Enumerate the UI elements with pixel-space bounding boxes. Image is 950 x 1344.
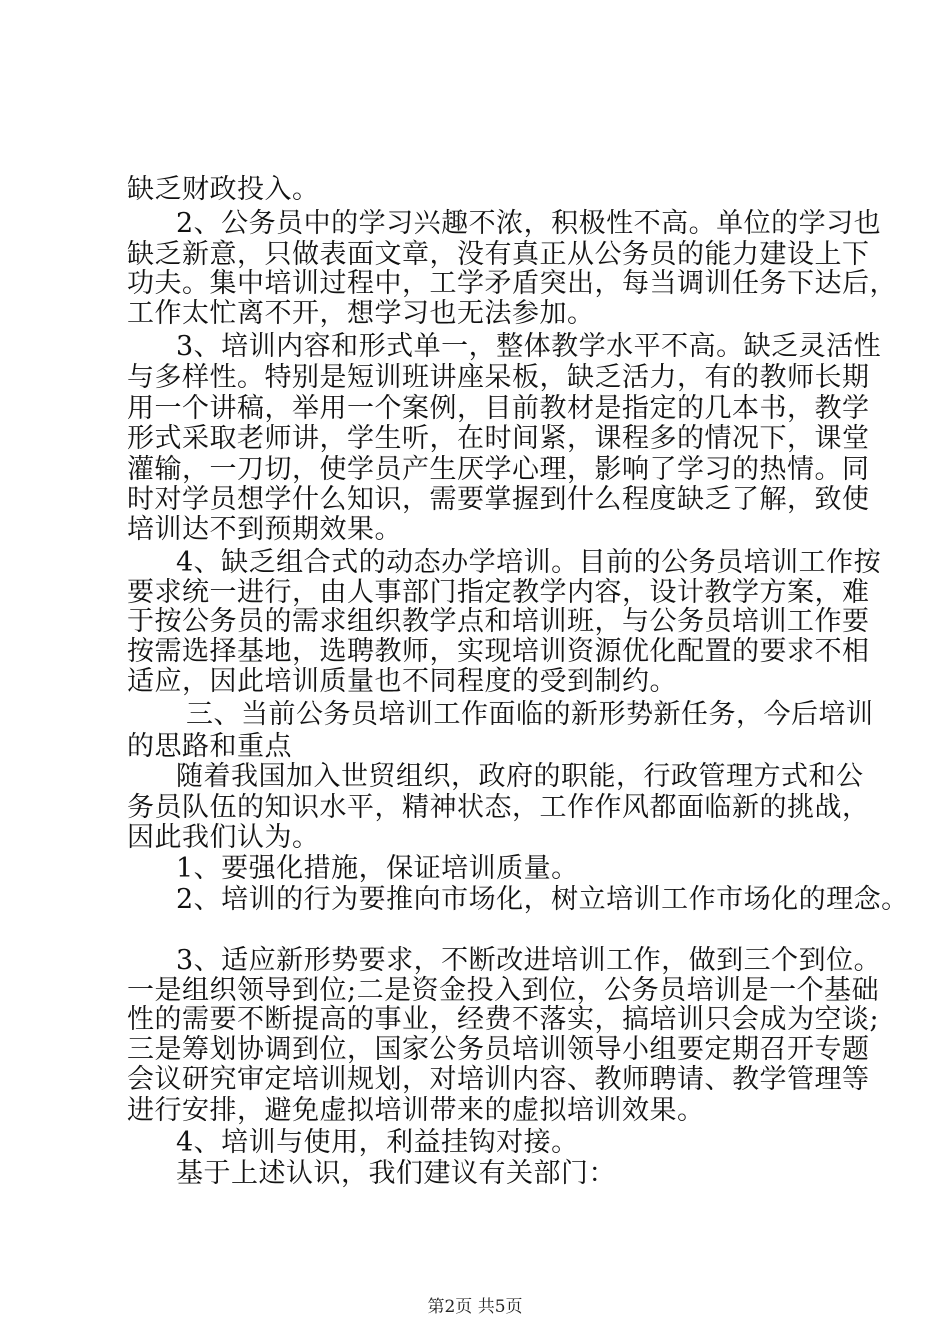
text-line: 因此我们认为。: [127, 822, 320, 853]
text-line: 与多样性。特别是短训班讲座呆板，缺乏活力，有的教师长期: [127, 362, 870, 393]
text-line: 会议研究审定培训规划，对培训内容、教师聘请、教学管理等: [127, 1064, 870, 1095]
text-line: 灌输，一刀切，使学员产生厌学心理，影响了学习的热情。同: [127, 454, 870, 485]
text-line: 三是筹划协调到位，国家公务员培训领导小组要定期召开专题: [127, 1034, 870, 1065]
text-line: 1、要强化措施，保证培训质量。: [176, 853, 579, 884]
page-footer: 第2页 共5页: [427, 1297, 523, 1317]
text-line: 于按公务员的需求组织教学点和培训班，与公务员培训工作要: [127, 606, 870, 637]
text-line: 用一个讲稿，举用一个案例，目前教材是指定的几本书，教学: [127, 393, 870, 424]
text-line: 3、培训内容和形式单一，整体教学水平不高。缺乏灵活性: [176, 331, 882, 362]
section-heading-continuation: 的思路和重点: [127, 731, 292, 762]
text-line: 随着我国加入世贸组织，政府的职能，行政管理方式和公: [176, 761, 864, 792]
text-line: 缺乏财政投入。: [127, 174, 320, 205]
text-line: 培训达不到预期效果。: [127, 514, 402, 545]
text-line: 2、培训的行为要推向市场化，树立培训工作市场化的理念。: [176, 884, 909, 915]
text-line: 要求统一进行，由人事部门指定教学内容，设计教学方案，难: [127, 577, 870, 608]
text-line: 功夫。集中培训过程中，工学矛盾突出，每当调训任务下达后，: [127, 268, 897, 299]
text-line: 一是组织领导到位;二是资金投入到位，公务员培训是一个基础: [127, 975, 880, 1006]
text-line: 时对学员想学什么知识，需要掌握到什么程度缺乏了解，致使: [127, 484, 870, 515]
text-line: 性的需要不断提高的事业，经费不落实，搞培训只会成为空谈;: [127, 1004, 880, 1035]
text-line: 务员队伍的知识水平，精神状态，工作作风都面临新的挑战，: [127, 792, 870, 823]
text-line: 3、适应新形势要求，不断改进培训工作，做到三个到位。: [176, 945, 882, 976]
text-line: 缺乏新意，只做表面文章，没有真正从公务员的能力建设上下: [127, 239, 870, 270]
text-line: 按需选择基地，选聘教师，实现培训资源优化配置的要求不相: [127, 636, 870, 667]
text-line: 2、公务员中的学习兴趣不浓，积极性不高。单位的学习也: [176, 208, 882, 239]
section-heading: 三、当前公务员培训工作面临的新形势新任务，今后培训: [186, 699, 874, 730]
text-line: 4、缺乏组合式的动态办学培训。目前的公务员培训工作按: [176, 547, 882, 578]
text-line: 基于上述认识，我们建议有关部门：: [176, 1158, 616, 1189]
text-line: 工作太忙离不开，想学习也无法参加。: [127, 298, 595, 329]
text-line: 进行安排，避免虚拟培训带来的虚拟培训效果。: [127, 1095, 705, 1126]
text-line: 形式采取老师讲，学生听，在时间紧，课程多的情况下，课堂: [127, 423, 870, 454]
text-line: 4、培训与使用，利益挂钩对接。: [176, 1127, 579, 1158]
text-line: 适应，因此培训质量也不同程度的受到制约。: [127, 666, 677, 697]
